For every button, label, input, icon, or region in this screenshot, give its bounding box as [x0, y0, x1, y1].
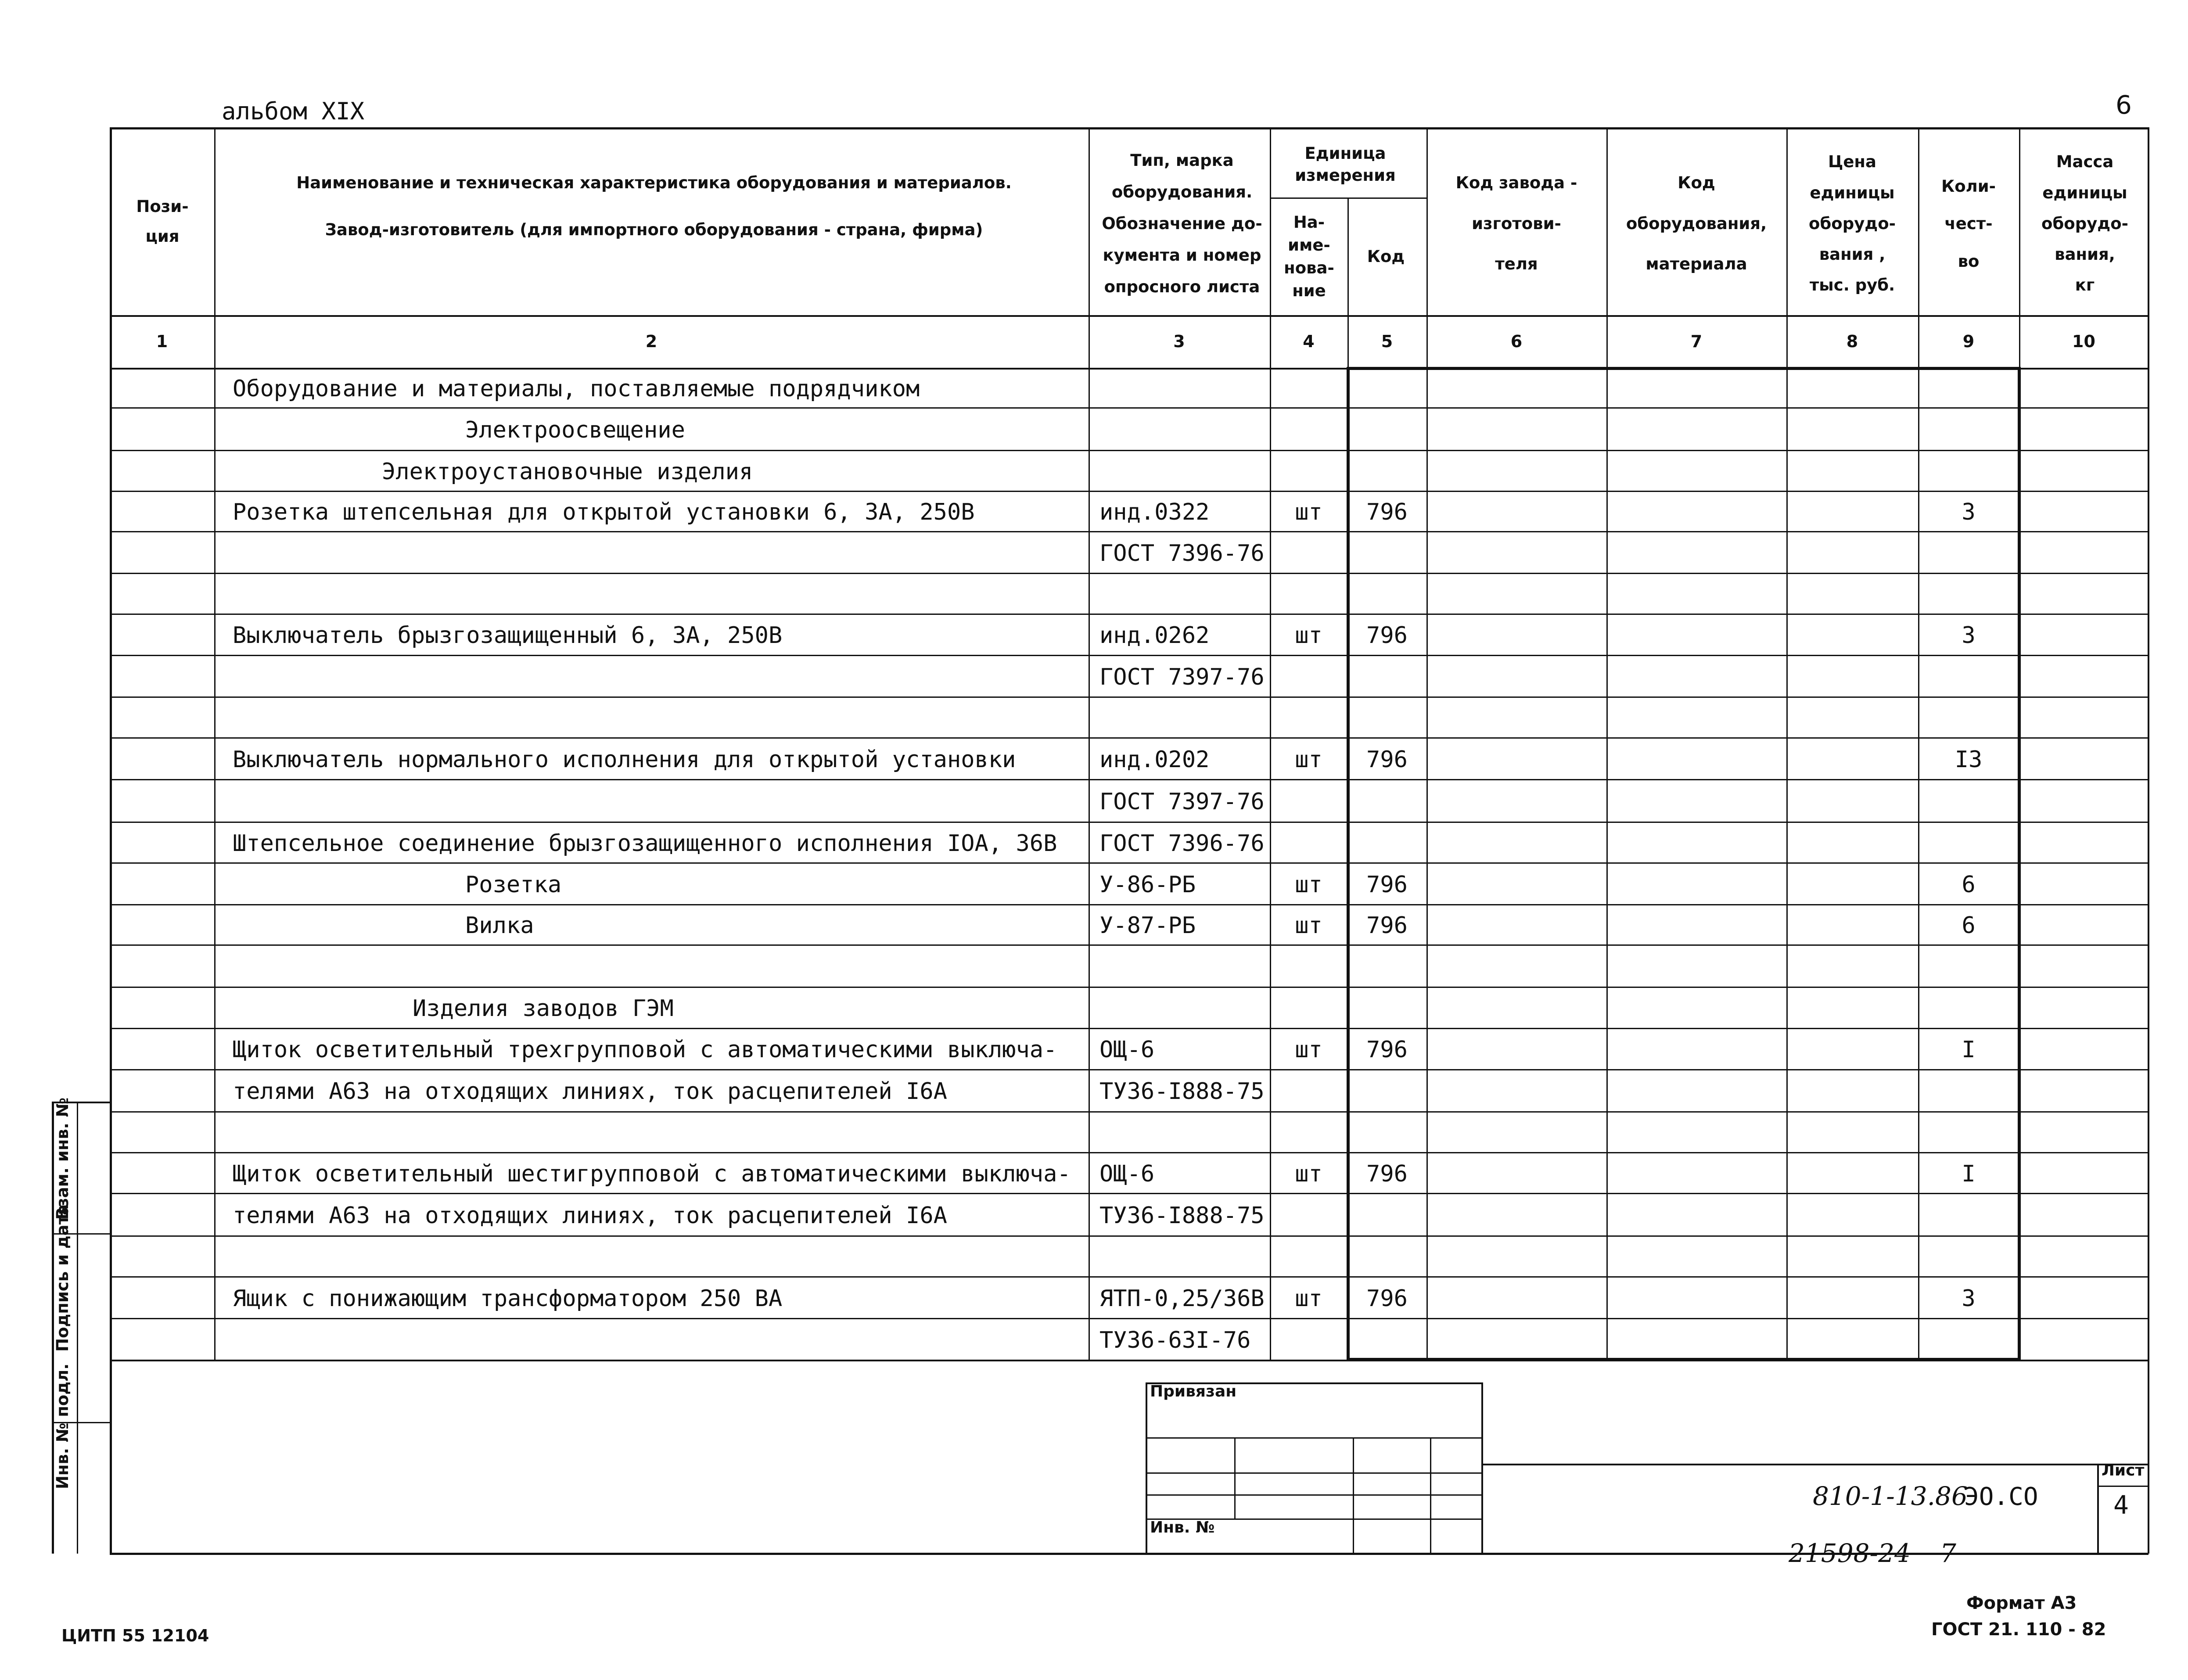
row-divider — [110, 862, 2148, 864]
row-name: Выключатель брызгозащищенный 6, 3А, 250В — [233, 622, 783, 649]
row-name: Розетка — [465, 871, 562, 898]
row-unit-name — [1270, 991, 1347, 1026]
row-unit-name — [1270, 535, 1347, 571]
row-unit-code: 796 — [1366, 1285, 1408, 1312]
row-type-document: ОЩ-6 — [1099, 1037, 1155, 1063]
row-name — [233, 1322, 1084, 1358]
row-quantity — [1918, 826, 2019, 861]
row-unit-code — [1347, 372, 1426, 406]
row-unit-name — [1270, 1073, 1347, 1109]
stamp-podpis-data: Подпись и дата — [53, 1204, 72, 1352]
row-type-document: инд.0202 — [1099, 746, 1210, 773]
row-name — [233, 659, 1084, 695]
sheet-number: 4 — [2113, 1490, 2129, 1520]
code-area-top — [1481, 1464, 2148, 1465]
row-divider — [110, 450, 2148, 451]
row-unit-code — [1347, 701, 1426, 736]
row-unit-code: 796 — [1366, 499, 1408, 525]
row-unit-name — [1270, 1116, 1347, 1150]
row-unit-code — [1347, 659, 1426, 695]
row-type-document: инд.0262 — [1099, 622, 1210, 649]
privyazan-left — [1146, 1382, 1147, 1554]
row-divider — [110, 696, 2148, 698]
row-divider — [110, 1193, 2148, 1194]
frame-right — [2148, 1360, 2149, 1554]
row-unit-code: 796 — [1366, 912, 1408, 939]
row-quantity — [1918, 991, 2019, 1026]
header-price: Цена единицы оборудо- вания , тыс. руб. — [1809, 152, 1896, 295]
row-unit-name — [1270, 783, 1347, 820]
row-divider — [110, 573, 2148, 574]
row-quantity — [1918, 1322, 2019, 1358]
row-unit-code: 796 — [1366, 1160, 1408, 1187]
row-unit-code — [1347, 783, 1426, 820]
stamp-inv-podl: Инв. № подл. — [53, 1363, 72, 1490]
row-type-document: ГОСТ 7397-76 — [1099, 788, 1265, 815]
row-quantity: 6 — [1962, 871, 1976, 898]
footer-citp: ЦИТП 55 12104 — [61, 1626, 209, 1645]
row-type-document — [1099, 454, 1271, 489]
row-name: Розетка штепсельная для открытой установки 6, 3А, 250В — [233, 499, 975, 525]
sheet-label: Лист — [2102, 1461, 2145, 1479]
header-equipment-code: Код оборудования, материала — [1626, 173, 1767, 274]
row-unit-code — [1347, 991, 1426, 1026]
row-name: телями А63 на отходящих линиях, ток расцепителей I6А — [233, 1078, 947, 1105]
row-unit-code: 796 — [1366, 871, 1408, 898]
row-quantity — [1918, 577, 2019, 612]
row-divider — [110, 614, 2148, 615]
row-unit-name: шт — [1295, 871, 1322, 898]
row-type-document: ТУ36-I888-75 — [1099, 1078, 1265, 1105]
column-number: 4 — [1303, 332, 1315, 351]
thick-box-top — [1347, 367, 2021, 370]
column-number: 1 — [156, 332, 168, 351]
column-divider — [214, 127, 216, 1360]
header-type: Тип, марка оборудования. Обозначение до- кумента и номер опросного листа — [1102, 151, 1262, 297]
row-quantity: I3 — [1954, 746, 1983, 773]
row-divider — [110, 779, 2148, 780]
row-type-document: инд.0322 — [1099, 499, 1210, 525]
row-quantity — [1918, 783, 2019, 820]
stamp-vzam-inv: Взам. инв. № — [53, 1097, 72, 1220]
header-position: Пози- ция — [136, 197, 189, 246]
header-unit-name: На- име- нова- ние — [1284, 213, 1334, 300]
privyazan-label: Привязан — [1150, 1382, 1237, 1400]
row-name: Изделия заводов ГЭМ — [413, 995, 674, 1022]
row-type-document: ГОСТ 7396-76 — [1099, 830, 1265, 857]
row-quantity: 6 — [1962, 912, 1976, 939]
row-divider — [110, 1028, 2148, 1029]
row-unit-name: шт — [1295, 746, 1322, 773]
row-quantity — [1918, 659, 2019, 695]
row-unit-code — [1347, 412, 1426, 448]
row-divider — [110, 655, 2148, 656]
row-name: Щиток осветительный трехгрупповой с автоматическими выключа- — [233, 1037, 1057, 1063]
row-type-document: ТУ36-63I-76 — [1099, 1327, 1251, 1353]
row-type-document: ЯТП-0,25/36В — [1099, 1285, 1265, 1312]
row-quantity: I — [1962, 1037, 1976, 1063]
row-unit-name — [1270, 659, 1347, 695]
row-unit-code — [1347, 1322, 1426, 1358]
row-name — [233, 783, 1084, 820]
row-unit-name: шт — [1295, 1285, 1322, 1312]
row-name: Оборудование и материалы, поставляемые подрядчиком — [233, 376, 920, 402]
row-name — [233, 577, 1084, 612]
row-type-document — [1099, 991, 1271, 1026]
row-divider — [110, 822, 2148, 823]
row-name: Вилка — [465, 912, 534, 939]
row-unit-name — [1270, 1322, 1347, 1358]
row-unit-name — [1270, 454, 1347, 489]
row-name: Выключатель нормального исполнения для открытой установки — [233, 746, 1016, 773]
row-type-document — [1099, 372, 1271, 406]
column-number: 5 — [1381, 332, 1393, 351]
row-type-document — [1099, 412, 1271, 448]
row-unit-code — [1347, 1240, 1426, 1274]
row-divider — [110, 1235, 2148, 1237]
row-type-document: ГОСТ 7396-76 — [1099, 540, 1265, 567]
row-unit-name — [1270, 1240, 1347, 1274]
row-unit-code: 796 — [1366, 1037, 1408, 1063]
header-name: Наименование и техническая характеристика оборудования и материалов. Завод-изготовитель (для импортного оборудования - страна, фирма) — [296, 173, 1012, 239]
privyazan-col-2 — [1353, 1437, 1354, 1554]
handwritten-page: 7 — [1940, 1538, 1956, 1568]
row-unit-code — [1347, 1073, 1426, 1109]
header-mass: Масса единицы оборудо- вания, кг — [2041, 152, 2128, 295]
row-divider — [110, 1318, 2148, 1319]
row-quantity: 3 — [1962, 1285, 1976, 1312]
row-divider — [110, 944, 2148, 946]
table-body-bottom — [110, 1360, 2148, 1361]
row-unit-code — [1347, 1197, 1426, 1234]
row-divider — [110, 1111, 2148, 1113]
row-unit-name — [1270, 412, 1347, 448]
row-divider — [110, 1152, 2148, 1153]
row-quantity — [1918, 1240, 2019, 1274]
header-unit-code: Код — [1367, 247, 1405, 266]
row-unit-code: 796 — [1366, 746, 1408, 773]
column-number: 3 — [1173, 332, 1185, 351]
row-unit-name — [1270, 701, 1347, 736]
column-number: 7 — [1690, 332, 1703, 351]
row-unit-code: 796 — [1366, 622, 1408, 649]
row-type-document — [1099, 1116, 1271, 1150]
row-quantity — [1918, 535, 2019, 571]
row-unit-code — [1347, 1116, 1426, 1150]
row-unit-name — [1270, 577, 1347, 612]
column-number: 10 — [2072, 332, 2095, 351]
row-quantity: 3 — [1962, 499, 1976, 525]
row-type-document: У-87-РБ — [1099, 912, 1196, 939]
row-divider — [110, 737, 2148, 739]
column-number: 8 — [1846, 332, 1858, 351]
row-quantity — [1918, 1116, 2019, 1150]
row-quantity: 3 — [1962, 622, 1976, 649]
row-name — [233, 949, 1084, 985]
row-name: Ящик с понижающим трансформатором 250 ВА — [233, 1285, 783, 1312]
privyazan-col-1 — [1234, 1437, 1236, 1518]
document-code-suffix: ЭО.СО — [1964, 1483, 2038, 1511]
row-divider — [110, 491, 2148, 492]
sheet-box-left — [2097, 1464, 2099, 1554]
row-type-document — [1099, 1240, 1271, 1274]
row-type-document: ТУ36-I888-75 — [1099, 1202, 1265, 1229]
handwritten-number: 21598-24 — [1789, 1538, 1911, 1568]
document-code-handwritten: 810-1-13.86 — [1813, 1481, 1968, 1511]
row-type-document: ГОСТ 7397-76 — [1099, 664, 1265, 690]
footer-format: Формат А3 — [1966, 1593, 2077, 1613]
row-unit-name: шт — [1295, 912, 1322, 939]
column-number: 9 — [1962, 332, 1975, 351]
stamp-mid-border — [77, 1102, 78, 1554]
row-unit-name: шт — [1295, 1160, 1322, 1187]
row-name: Штепсельное соединение брызгозащищенного исполнения IOA, 36В — [233, 830, 1057, 857]
column-number: 2 — [645, 332, 657, 351]
row-name: Щиток осветительный шестигрупповой с автоматическими выключа- — [233, 1160, 1071, 1187]
album-label: альбом XIX — [222, 97, 365, 125]
row-type-document: ОЩ-6 — [1099, 1160, 1155, 1187]
inv-no-label: Инв. № — [1150, 1518, 1215, 1536]
row-unit-code — [1347, 454, 1426, 489]
row-unit-name — [1270, 372, 1347, 406]
header-factory-code: Код завода - изготови- теля — [1455, 173, 1577, 274]
header-unit: Единица измерения — [1295, 144, 1396, 185]
row-unit-code — [1347, 577, 1426, 612]
row-divider — [110, 904, 2148, 905]
row-name: Электроустановочные изделия — [382, 458, 753, 485]
row-type-document: У-86-РБ — [1099, 871, 1196, 898]
table-top-border — [110, 127, 2148, 129]
row-divider — [110, 987, 2148, 988]
row-divider — [110, 1069, 2148, 1070]
row-unit-name: шт — [1295, 499, 1322, 525]
row-name — [233, 1240, 1084, 1274]
row-quantity — [1918, 372, 2019, 406]
row-quantity — [1918, 1197, 2019, 1234]
row-type-document — [1099, 701, 1271, 736]
row-unit-name — [1270, 1197, 1347, 1234]
row-quantity — [1918, 949, 2019, 985]
row-unit-code — [1347, 949, 1426, 985]
row-quantity — [1918, 412, 2019, 448]
page-number: 6 — [2116, 90, 2132, 120]
column-divider — [1089, 127, 1090, 1360]
row-name: Электроосвещение — [465, 416, 685, 443]
row-quantity — [1918, 1073, 2019, 1109]
row-unit-name — [1270, 949, 1347, 985]
row-name — [233, 701, 1084, 736]
column-number: 6 — [1510, 332, 1523, 351]
row-quantity — [1918, 701, 2019, 736]
row-divider — [110, 531, 2148, 532]
header-quantity: Коли- чест- во — [1941, 177, 1996, 271]
row-divider — [110, 1276, 2148, 1278]
row-unit-code — [1347, 535, 1426, 571]
row-type-document — [1099, 577, 1271, 612]
row-unit-code — [1347, 826, 1426, 861]
row-name — [233, 535, 1084, 571]
row-quantity: I — [1962, 1160, 1976, 1187]
row-unit-name — [1270, 826, 1347, 861]
sheet-box-divider — [2097, 1486, 2148, 1487]
row-divider — [110, 407, 2148, 409]
privyazan-col-3 — [1430, 1437, 1431, 1554]
row-unit-name: шт — [1295, 622, 1322, 649]
footer-gost: ГОСТ 21. 110 - 82 — [1931, 1619, 2106, 1640]
row-name — [233, 1116, 1084, 1150]
row-type-document — [1099, 949, 1271, 985]
row-quantity — [1918, 454, 2019, 489]
row-unit-name: шт — [1295, 1037, 1322, 1063]
privyazan-right — [1481, 1382, 1483, 1554]
row-name: телями А63 на отходящих линиях, ток расцепителей I6А — [233, 1202, 947, 1229]
